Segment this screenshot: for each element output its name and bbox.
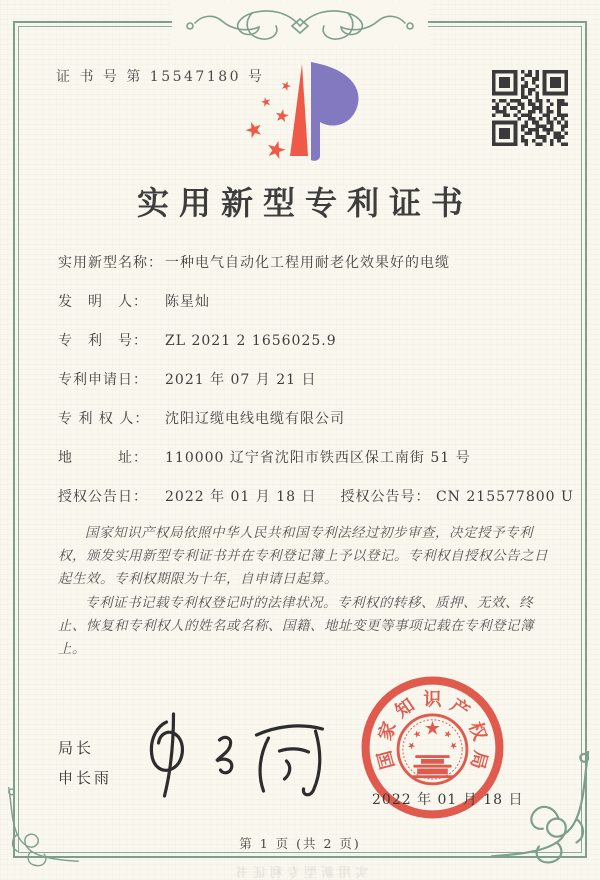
certificate-title: 实用新型专利证书	[136, 184, 473, 222]
page-footer: 第 1 页 (共 2 页)	[239, 836, 361, 851]
field-label: 专 利 权 人：	[58, 411, 150, 427]
qr-code	[492, 70, 568, 146]
field-label: 授权公告号：	[340, 489, 431, 505]
field-label: 专 利 号：	[58, 333, 148, 349]
field-value: 沈阳辽缆电线电缆有限公司	[165, 411, 345, 427]
certificate-number: 证 书 号 第 15547180 号	[56, 69, 265, 85]
logo-p-shape	[311, 62, 358, 161]
officer-name: 申长雨	[58, 769, 113, 787]
field-value: 2021 年 07 月 21 日	[165, 372, 317, 388]
logo-spike-icon	[290, 64, 308, 156]
national-emblem-icon	[398, 715, 467, 784]
seal-char: 知	[391, 694, 419, 723]
legal-text	[58, 522, 548, 661]
field-value: 一种电气自动化工程用耐老化效果好的电缆	[165, 255, 450, 271]
field-row-address	[58, 447, 558, 470]
field-row-inventor	[58, 291, 558, 314]
seal-char: 识	[423, 689, 442, 711]
cnipa-logo-icon	[232, 56, 372, 168]
seal-char: 局	[465, 748, 491, 772]
bleed-through-text: 实用新型专利证书	[232, 866, 369, 880]
star-icon	[265, 138, 287, 159]
seal-char: 权	[464, 719, 491, 744]
field-label: 授权公告日：	[58, 489, 148, 505]
legal-paragraph-2: 专利证书记载专利权登记时的法律状况。专利权的转移、质押、无效、终止、恢复和专利权人的姓名或名称、国籍、地址变更等事项记载在专利登记簿上。	[58, 594, 534, 658]
seal-char: 国	[374, 748, 400, 772]
star-icon	[260, 96, 272, 107]
field-row-patent-number	[58, 330, 558, 353]
seal-char: 家	[374, 719, 401, 744]
seal-char: 产	[446, 694, 474, 723]
corner-flourish-left-icon	[4, 782, 90, 874]
field-row-grant	[58, 486, 574, 509]
field-value: 2022 年 01 月 18 日	[165, 489, 317, 505]
field-label: 实用新型名称：	[58, 255, 163, 271]
field-row-filing-date	[58, 369, 558, 392]
legal-paragraph-1: 国家知识产权局依照中华人民共和国专利法经过初步审查，决定授予专利权，颁发实用新型专利证书并在专利登记簿上予以登记。专利权自授权公告之日起生效。专利权期限为十年，自申请日起算。	[58, 525, 548, 588]
field-label: 地 址：	[58, 450, 148, 466]
officer-title: 局长	[58, 739, 95, 757]
field-label: 专利申请日：	[58, 372, 148, 388]
field-value: 陈星灿	[165, 294, 210, 310]
field-value: 110000 辽宁省沈阳市铁西区保工南街 51 号	[165, 450, 471, 466]
star-icon	[243, 119, 263, 139]
field-value: CN 215577800 U	[435, 489, 574, 505]
top-scroll-ornament-icon	[172, 2, 428, 46]
corner-flourish-right-icon	[474, 746, 596, 874]
star-icon	[280, 80, 292, 92]
field-value: ZL 2021 2 1656025.9	[165, 333, 337, 349]
field-row-patentee	[58, 408, 558, 431]
field-row-utility-name	[58, 252, 558, 275]
officer-signature	[130, 710, 335, 800]
star-icon	[274, 108, 289, 123]
seal-date: 2022 年 01 月 18 日	[372, 792, 524, 808]
field-label: 发 明 人：	[58, 294, 148, 310]
certificate-fields	[58, 252, 574, 525]
